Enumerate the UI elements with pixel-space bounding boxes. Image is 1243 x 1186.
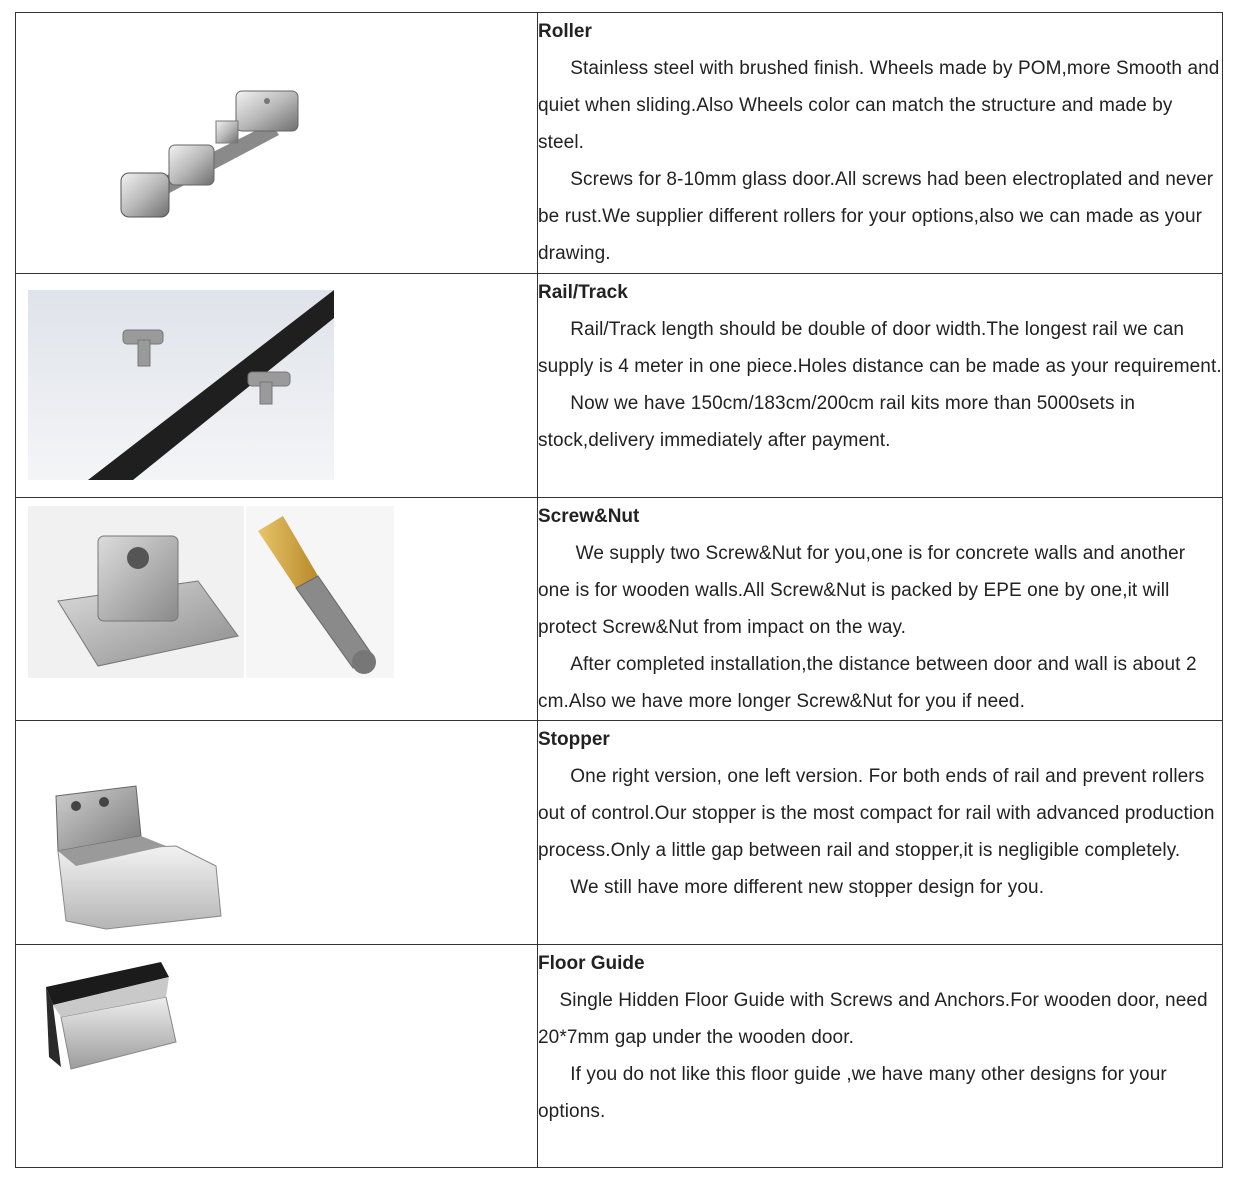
table-row-rail [16,274,1223,498]
text-cell-floor-guide [538,945,1223,1168]
text-cell-stopper [538,721,1223,945]
screw-nut-paragraph-2: After completed installation,the distance between door and wall is about 2 cm.Also we have more longer Screw&Nut for you if need. [538,654,1197,712]
image-cell-floor-guide [16,945,538,1168]
roller-paragraph-1: Stainless steel with brushed finish. Wheels made by POM,more Smooth and quiet when sliding.Also Wheels color can match the structure and made by steel. [538,58,1220,153]
rail-title: Rail/Track [538,282,628,303]
floor-guide-paragraph-1: Single Hidden Floor Guide with Screws and Anchors.For wooden door, need 20*7mm gap under the wooden door. [538,990,1208,1048]
table-row-stopper [16,721,1223,945]
roller-photo [101,73,331,243]
stopper-title: Stopper [538,729,610,750]
image-cell-screw-nut [16,498,538,721]
spec-table [15,12,1223,1168]
image-cell-roller [16,13,538,274]
image-cell-rail [16,274,538,498]
text-cell-roller [538,13,1223,274]
stopper-paragraph-1: One right version, one left version. For both ends of rail and prevent rollers out of control.Our stopper is the most compact for rail with advanced production process.Only a little gap between rail and stopper,it is negligible completely. [538,766,1215,861]
floor-guide-photo [41,957,191,1077]
roller-title: Roller [538,21,592,42]
rail-photo [28,290,334,480]
table-row-screw-nut [16,498,1223,721]
screw-nut-title: Screw&Nut [538,506,640,527]
stopper-paragraph-2: We still have more different new stopper design for you. [538,877,1045,898]
screw-nut-paragraph-1: We supply two Screw&Nut for you,one is for concrete walls and another one is for wooden walls.All Screw&Nut is packed by EPE one by one,it will protect Screw&Nut from impact on the way. [538,543,1186,638]
floor-guide-paragraph-2: If you do not like this floor guide ,we have many other designs for your options. [538,1064,1167,1122]
stopper-photo [46,781,226,931]
floor-guide-title: Floor Guide [538,953,645,974]
image-cell-stopper [16,721,538,945]
table-row-floor-guide [16,945,1223,1168]
text-cell-rail [538,274,1223,498]
roller-paragraph-2: Screws for 8-10mm glass door.All screws had been electroplated and never be rust.We supplier different rollers for your options,also we can made as your drawing. [538,169,1214,264]
screw-nut-photo [28,506,394,678]
rail-paragraph-1: Rail/Track length should be double of door width.The longest rail we can supply is 4 meter in one piece.Holes distance can be made as your requirement. [538,319,1222,377]
text-cell-screw-nut [538,498,1223,721]
table-row-roller [16,13,1223,274]
rail-paragraph-2: Now we have 150cm/183cm/200cm rail kits more than 5000sets in stock,delivery immediately after payment. [538,393,1136,451]
